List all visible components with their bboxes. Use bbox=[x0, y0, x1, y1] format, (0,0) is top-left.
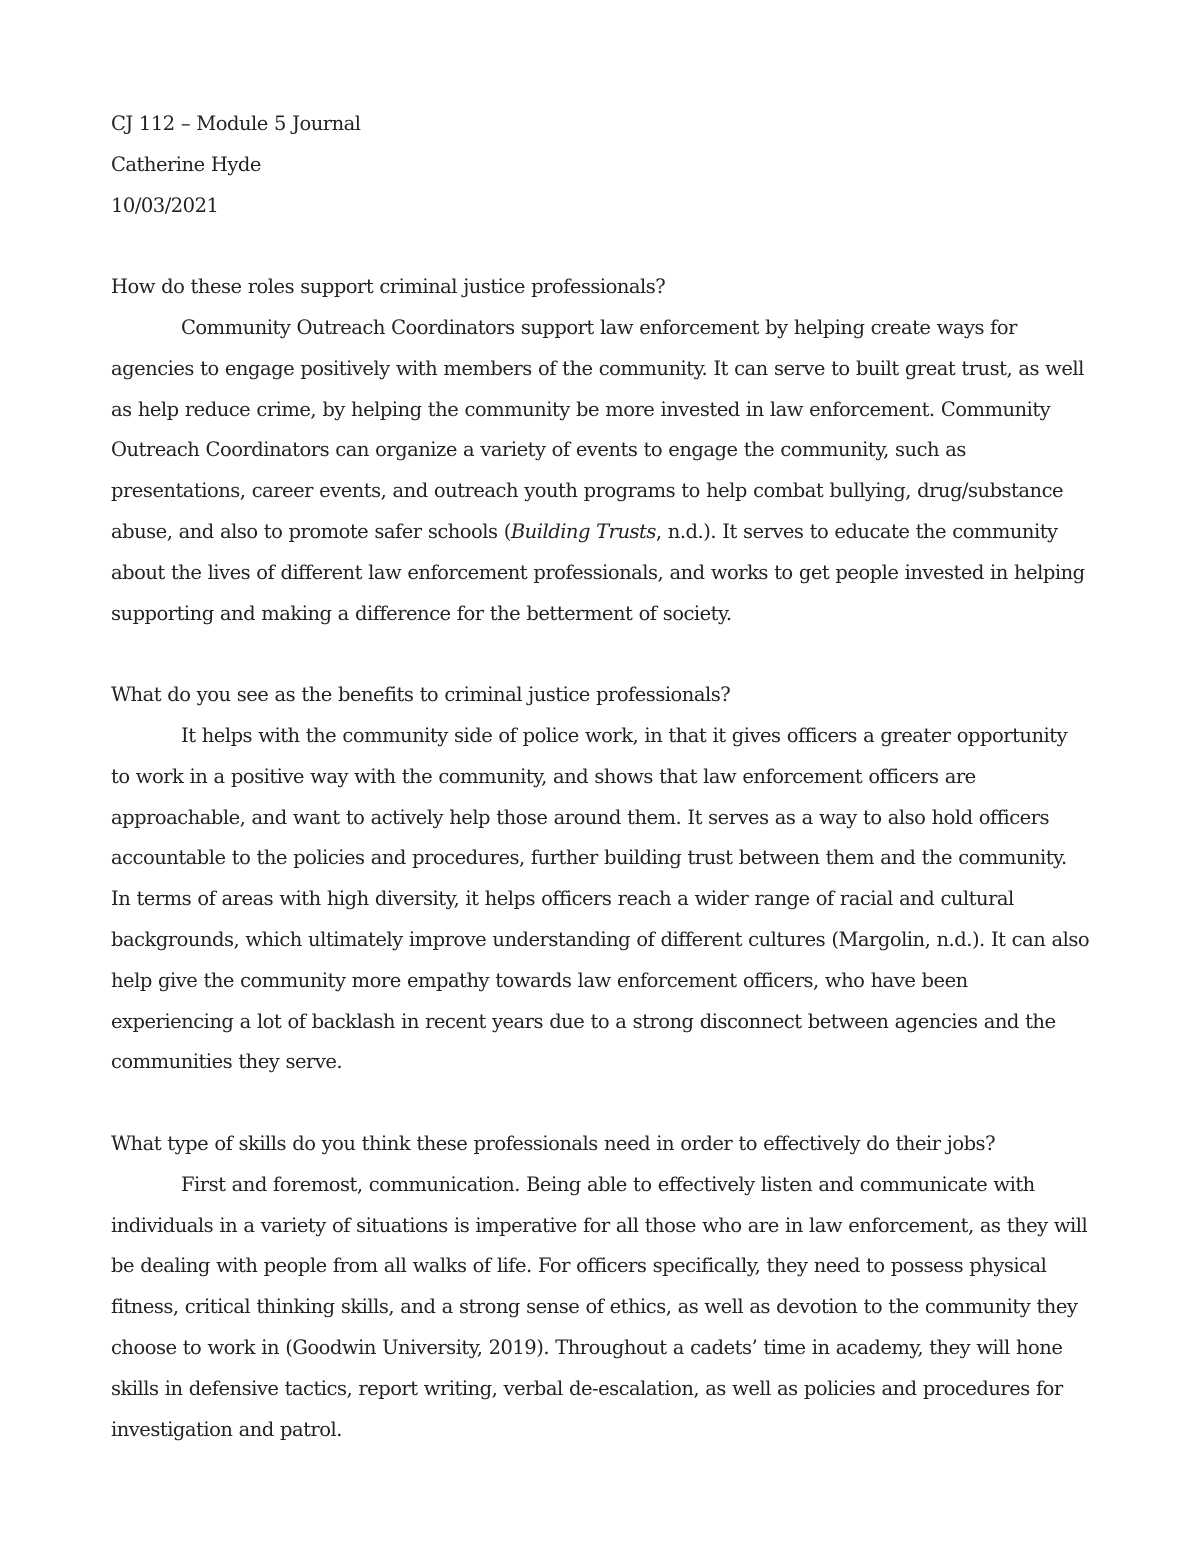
question-3: What type of skills do you think these professionals need in order to effectively do their jobs? bbox=[111, 1131, 996, 1155]
document-date: 10/03/2021 bbox=[111, 193, 219, 217]
author-name: Catherine Hyde bbox=[111, 152, 261, 176]
question-1: How do these roles support criminal justice professionals? bbox=[111, 275, 666, 299]
answer-1-citation-title: Building Trusts bbox=[510, 519, 656, 543]
spacer bbox=[111, 1083, 1091, 1124]
answer-1-text-a: Community Outreach Coordinators support law enforcement by helping create ways for agencies to engage positively with members of the community. It can serve to built great trust, as well as help reduce crime, by helping the community be more invested in law enforcement. Community Outreach Coordinators can organize a variety of events to engage the community, such as presentations, career events, and outreach youth programs to help combat bullying, drug/substance abuse, and also to promote safer schools ( bbox=[111, 315, 1084, 543]
spacer bbox=[111, 226, 1091, 267]
document-page bbox=[111, 104, 1091, 1450]
spacer bbox=[111, 634, 1091, 675]
question-2: What do you see as the benefits to criminal justice professionals? bbox=[111, 683, 731, 707]
answer-1-text-b: , n.d.). It serves to educate the community about the lives of different law enforcement professionals, and works to get people invested in helping supporting and making a difference for the betterment of society. bbox=[111, 519, 1085, 625]
answer-3: First and foremost, communication. Being able to effectively listen and communicate with individuals in a variety of situations is imperative for all those who are in law enforcement, as they will be dealing with people from all walks of life. For officers specifically, they need to possess physical fitness, critical thinking skills, and a strong sense of ethics, as well as devotion to the community they choose to work in (Goodwin University, 2019). Throughout a cadets’ time in academy, they will hone skills in defensive tactics, report writing, verbal de-escalation, as well as policies and procedures for investigation and patrol. bbox=[111, 1172, 1088, 1441]
answer-2: It helps with the community side of police work, in that it gives officers a greater opportunity to work in a positive way with the community, and shows that law enforcement officers are approachable, and want to actively help those around them. It serves as a way to also hold officers accountable to the policies and procedures, further building trust between them and the community. In terms of areas with high diversity, it helps officers reach a wider range of racial and cultural backgrounds, which ultimately improve understanding of different cultures (Margolin, n.d.). It can also help give the community more empathy towards law enforcement officers, who have been experiencing a lot of backlash in recent years due to a strong disconnect between agencies and the communities they serve. bbox=[111, 723, 1090, 1074]
answer-1 bbox=[111, 308, 1091, 634]
course-title: CJ 112 – Module 5 Journal bbox=[111, 112, 361, 135]
